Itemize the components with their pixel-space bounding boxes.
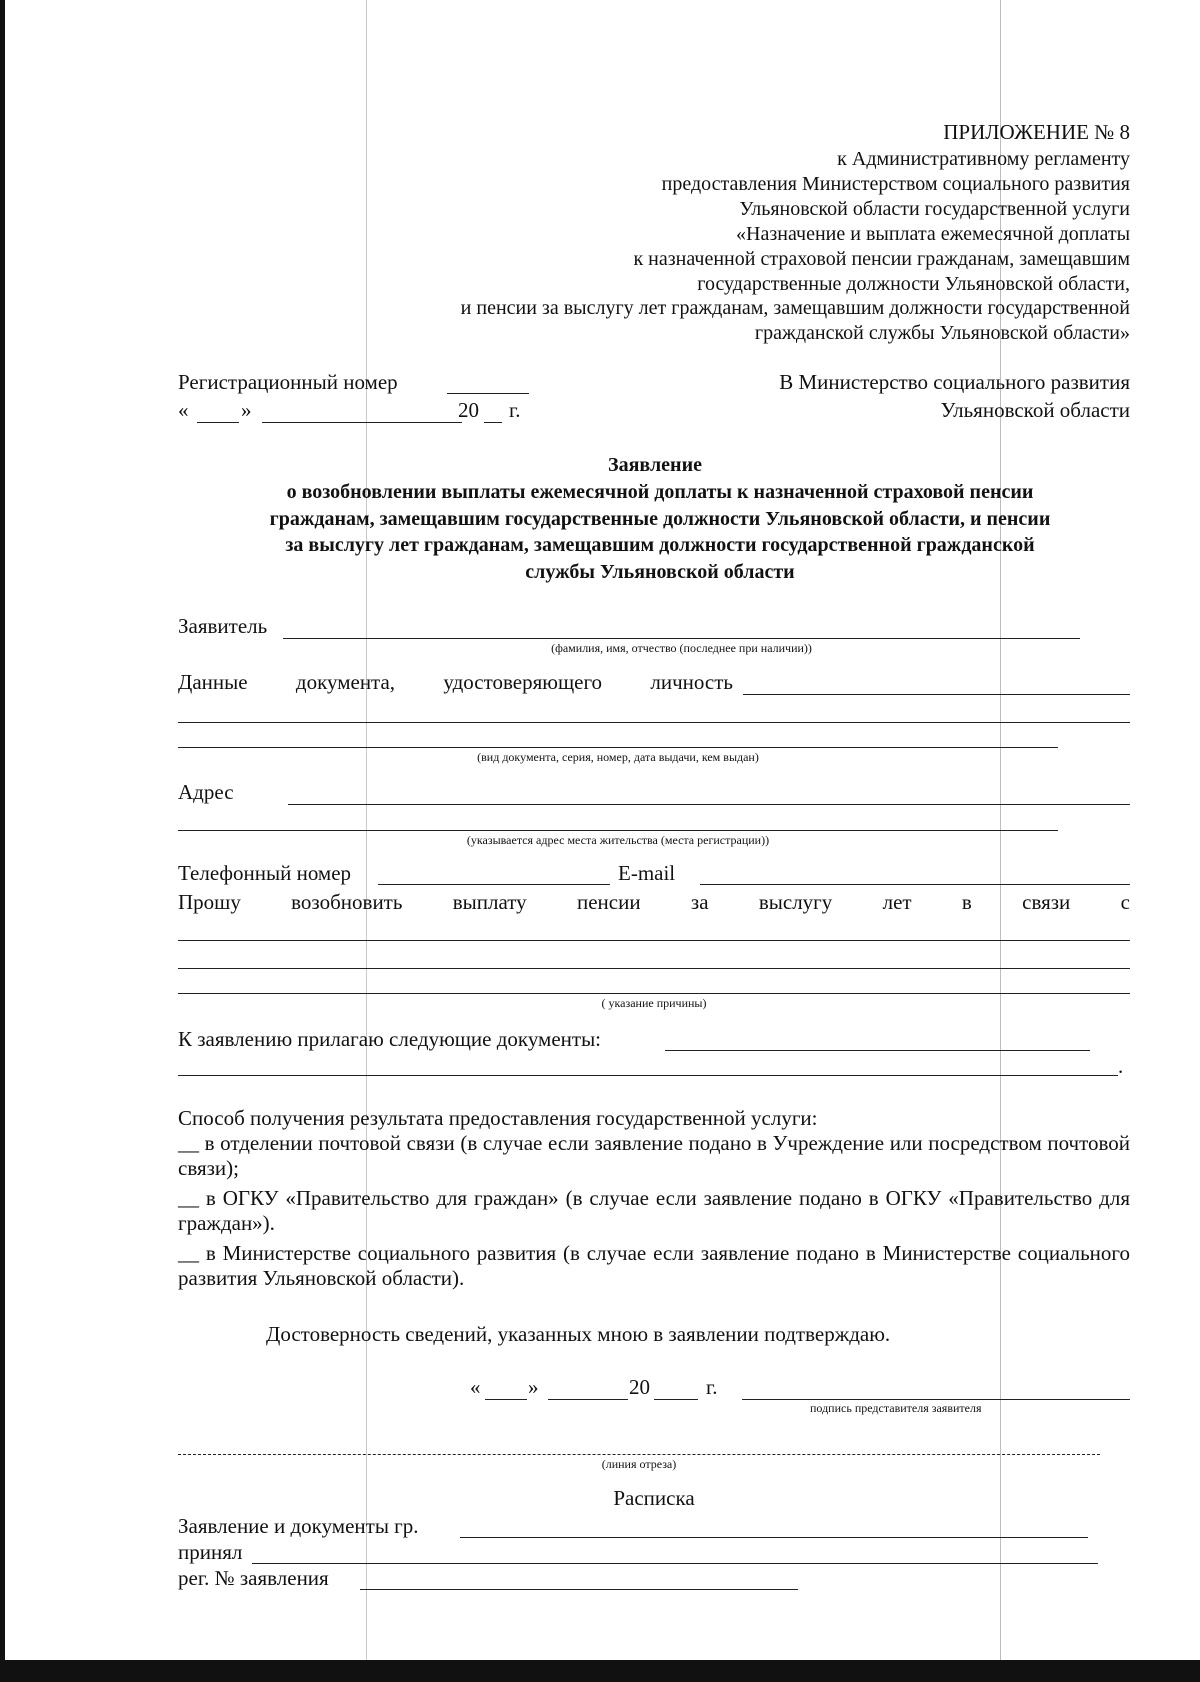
scan-edge-bottom bbox=[0, 1660, 1200, 1682]
receipt-reg-field[interactable] bbox=[360, 1589, 798, 1590]
confirmation-month-field[interactable] bbox=[548, 1399, 628, 1400]
signature-caption: подпись представителя заявителя bbox=[810, 1401, 982, 1415]
request-sentence bbox=[178, 890, 1130, 915]
appendix-line: к Административному регламенту bbox=[837, 148, 1130, 170]
registration-year-suffix: г. bbox=[509, 398, 521, 422]
identity-document-caption: (вид документа, серия, номер, дата выдачи, кем выдан) bbox=[477, 750, 759, 764]
delivery-heading: Способ получения результата предоставления государственной услуги: bbox=[178, 1106, 818, 1130]
appendix-line: и пенсии за выслугу лет гражданам, замещавшим должности государственной bbox=[460, 297, 1130, 319]
phone-label: Телефонный номер bbox=[178, 861, 352, 885]
document-subtitle-line: за выслугу лет гражданам, замещавшим должности государственной гражданской bbox=[285, 534, 1035, 556]
request-word: лет bbox=[882, 890, 912, 914]
recipient-line: Ульяновской области bbox=[940, 398, 1130, 422]
document-subtitle-line: о возобновлении выплаты ежемесячной доплаты к назначенной страховой пенсии bbox=[286, 481, 1034, 503]
registration-date-close: » bbox=[241, 398, 252, 422]
email-label: E-mail bbox=[618, 861, 676, 885]
reason-field-line1[interactable] bbox=[178, 940, 1130, 941]
identity-word: документа, bbox=[295, 670, 396, 694]
confirmation-year-field[interactable] bbox=[654, 1399, 698, 1400]
registration-year-prefix: 20 bbox=[458, 398, 479, 422]
registration-label: Регистрационный номер bbox=[178, 370, 398, 394]
identity-document-field[interactable] bbox=[743, 694, 1130, 695]
document-subtitle-line: гражданам, замещавшим государственные должности Ульяновской области, и пенсии bbox=[269, 508, 1051, 530]
delivery-option-ogku[interactable]: __ в ОГКУ «Правительство для граждан» (в случае если заявление подано в ОГКУ «Правительство для граждан»). bbox=[178, 1186, 1130, 1235]
address-field-line2[interactable] bbox=[178, 830, 1058, 831]
applicant-caption: (фамилия, имя, отчество (последнее при наличии)) bbox=[551, 641, 812, 655]
document-subtitle-line: службы Ульяновской области bbox=[525, 561, 795, 583]
receipt-reg-label: рег. № заявления bbox=[178, 1566, 329, 1590]
applicant-label: Заявитель bbox=[178, 614, 268, 638]
scan-edge-left bbox=[0, 0, 5, 1682]
appendix-line: к назначенной страховой пенсии гражданам, замещавшим bbox=[633, 248, 1130, 270]
attachments-label: К заявлению прилагаю следующие документы: bbox=[178, 1027, 602, 1051]
request-word: выплату bbox=[452, 890, 527, 914]
attachments-end: . bbox=[1118, 1054, 1124, 1078]
request-word: возобновить bbox=[291, 890, 403, 914]
appendix-title: ПРИЛОЖЕНИЕ № 8 bbox=[943, 120, 1130, 144]
reason-field-line2[interactable] bbox=[178, 968, 1130, 969]
request-word: выслугу bbox=[758, 890, 833, 914]
receipt-docs-label: Заявление и документы гр. bbox=[178, 1514, 419, 1538]
delivery-option-ministry[interactable]: __ в Министерстве социального развития (в случае если заявление подано в Министерстве социального развития Ульяновской области). bbox=[178, 1241, 1130, 1290]
registration-month-field[interactable] bbox=[262, 422, 462, 423]
confirmation-date-open: « bbox=[470, 1375, 481, 1399]
receipt-docs-field[interactable] bbox=[460, 1537, 1088, 1538]
reason-field-line3[interactable] bbox=[178, 993, 1130, 994]
appendix-line: государственные должности Ульяновской области, bbox=[697, 273, 1130, 295]
confirmation-day-field[interactable] bbox=[485, 1399, 527, 1400]
receipt-accepted-field[interactable] bbox=[252, 1563, 1098, 1564]
phone-field[interactable] bbox=[378, 884, 610, 885]
receipt-accepted-label: принял bbox=[178, 1540, 243, 1564]
address-caption: (указывается адрес места жительства (места регистрации)) bbox=[466, 833, 770, 847]
email-field[interactable] bbox=[700, 884, 1130, 885]
applicant-name-field[interactable] bbox=[283, 638, 1080, 639]
identity-word: удостоверяющего bbox=[443, 670, 603, 694]
cut-line-caption: (линия отреза) bbox=[601, 1457, 677, 1471]
recipient-line: В Министерство социального развития bbox=[779, 370, 1130, 394]
registration-number-field[interactable] bbox=[447, 393, 529, 394]
address-label: Адрес bbox=[178, 780, 234, 804]
signature-field[interactable] bbox=[742, 1399, 1130, 1400]
confirmation-year-suffix: г. bbox=[706, 1375, 718, 1399]
attachments-field-line2[interactable] bbox=[178, 1075, 1118, 1076]
address-field[interactable] bbox=[288, 804, 1130, 805]
confirmation-text: Достоверность сведений, указанных мною в заявлении подтверждаю. bbox=[266, 1322, 891, 1346]
reason-caption: ( указание причины) bbox=[601, 996, 707, 1010]
appendix-line: предоставления Министерством социального развития bbox=[661, 173, 1130, 195]
cut-line bbox=[178, 1454, 1100, 1455]
document-title: Заявление bbox=[608, 454, 702, 476]
appendix-line: гражданской службы Ульяновской области» bbox=[754, 322, 1130, 344]
confirmation-date-close: » bbox=[528, 1375, 539, 1399]
request-word: в bbox=[961, 890, 972, 914]
identity-word: Данные bbox=[178, 670, 248, 694]
appendix-line: «Назначение и выплата ежемесячной доплаты bbox=[736, 223, 1130, 245]
delivery-option-post[interactable]: __ в отделении почтовой связи (в случае если заявление подано в Учреждение или посредством почтовой связи); bbox=[178, 1131, 1130, 1180]
identity-document-field-line2[interactable] bbox=[178, 722, 1130, 723]
request-word: пенсии bbox=[576, 890, 641, 914]
receipt-title: Расписка bbox=[613, 1486, 695, 1510]
identity-word: личность bbox=[650, 670, 733, 694]
registration-date-open: « bbox=[178, 398, 189, 422]
request-word: с bbox=[1120, 890, 1130, 914]
request-word: за bbox=[690, 890, 709, 914]
identity-document-label bbox=[178, 670, 733, 695]
appendix-line: Ульяновской области государственной услуги bbox=[739, 198, 1130, 220]
request-word: связи bbox=[1022, 890, 1071, 914]
registration-year-field[interactable] bbox=[484, 422, 502, 423]
attachments-field[interactable] bbox=[665, 1050, 1090, 1051]
registration-day-field[interactable] bbox=[197, 422, 239, 423]
request-word: Прошу bbox=[178, 890, 241, 914]
confirmation-year-prefix: 20 bbox=[629, 1375, 650, 1399]
identity-document-field-line3[interactable] bbox=[178, 747, 1058, 748]
